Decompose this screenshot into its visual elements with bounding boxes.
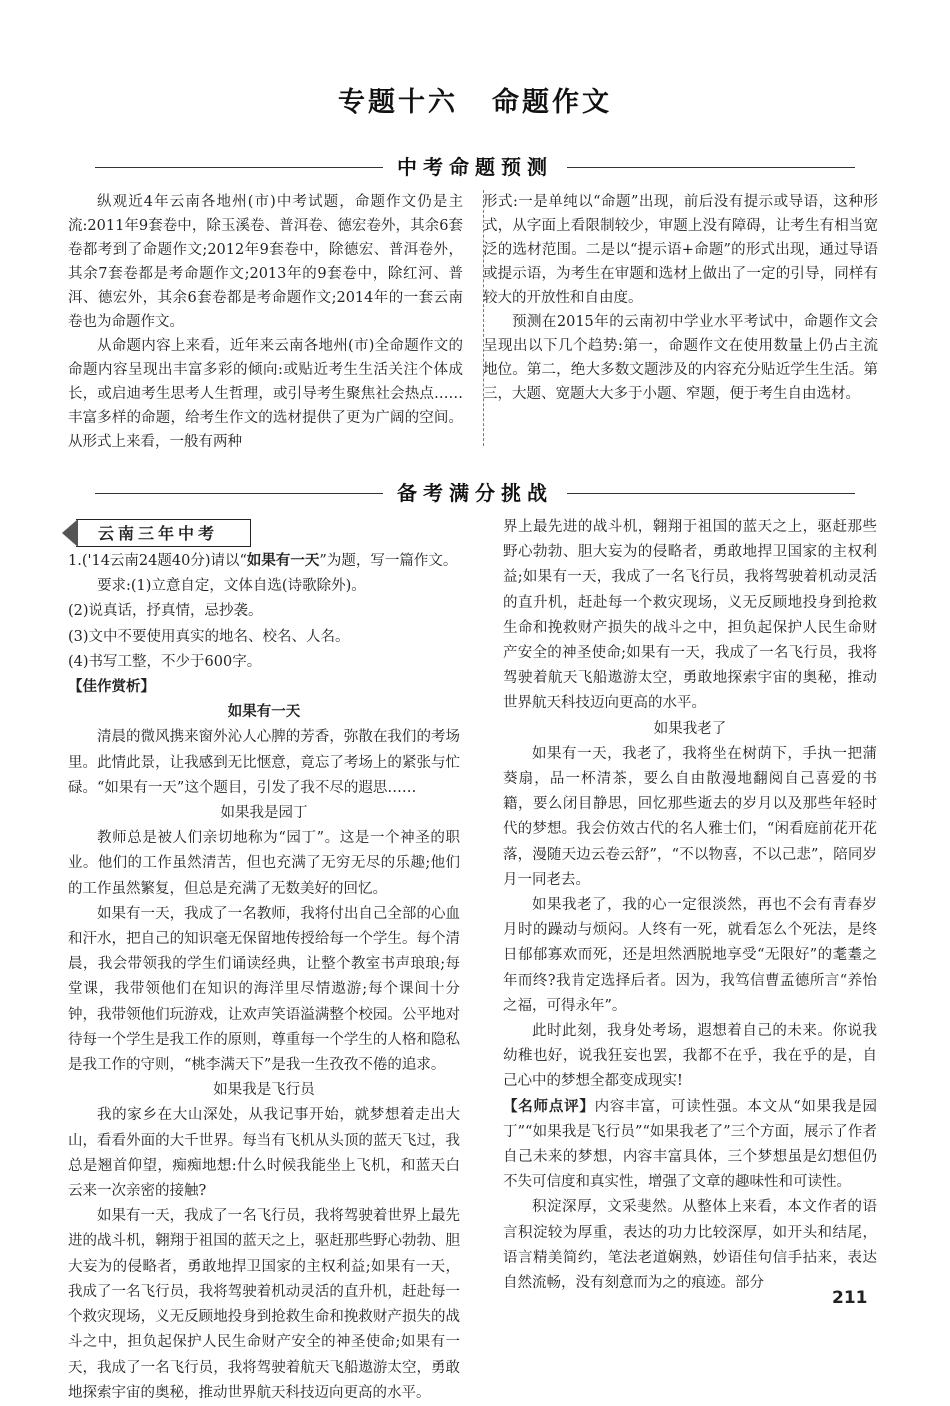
title-part1: 专题十六 (338, 87, 458, 118)
essay-right-column (503, 515, 877, 1296)
paragraph: 如果我老了，我的心一定很淡然，再也不会有青春岁月时的躁动与烦闷。人终有一死，就看怎么个死法，是终日郁郁寡欢而死，还是坦然洒脱地享受“无限好”的耄耋之年而终?我肯定选择后者。因为，我笃信曹孟德所言“养怡之福，可得永年”。 (503, 897, 877, 1014)
paragraph: 如果有一天，我老了，我将坐在树荫下，手执一把蒲葵扇，品一杯清茶，要么自由散漫地翻阅自己喜爱的书籍，要么闭目静思，回忆那些逝去的岁月以及那些年轻时代的梦想。我会仿效古代的名人雅士们，“闲看庭前花开花落，漫随天边云卷云舒”，“不以物喜，不以己悲”，陪同岁月一同老去。 (503, 745, 877, 888)
section-heading-forecast (0, 150, 950, 184)
paragraph: 如果有一天，我成了一名飞行员，我将驾驶着世界上最先进的战斗机，翱翔于祖国的蓝天之上，驱赶那些野心勃勃、胆大妄为的侵略者，勇敢地捍卫国家的主权利益;如果有一天，我成了一名飞行员，我将驾驶着机动灵活的直升机，赶赴每一个救灾现场，义无反顾地投身到抢救生命和挽救财产损失的战斗之中，担负起保护人民生命财产安全的神圣使命;如果有一天，我成了一名飞行员，我将驾驶着航天飞船遨游太空，勇敢地探索宇宙的奥秘，推动世界航天科技迈向更高的水平。 (68, 1208, 460, 1401)
requirement: (4)书写工整，不少于600字。 (68, 653, 262, 670)
requirement: (3)文中不要使用真实的地名、校名、人名。 (68, 628, 350, 645)
essay-title: 如果有一天 (227, 704, 301, 721)
paragraph: 清晨的微风携来窗外沁人心脾的芳香，弥散在我们的考场里。此情此景，让我感到无比惬意，竟忘了考场上的紧张与忙碌。“如果有一天”这个题目，引发了我不尽的遐思…… (68, 729, 460, 796)
section-heading-label: 中考命题预测 (383, 150, 567, 184)
requirement: 要求:(1)立意自定，文体自选(诗歌除外)。 (97, 578, 366, 595)
paragraph: 此时此刻，我身处考场，遐想着自己的未来。你说我幼稚也好，说我狂妄也罢，我都不在乎，我在乎的是，自己心中的梦想全都变成现实! (503, 1023, 877, 1090)
arrow-left-icon (62, 519, 78, 547)
paragraph: 预测在2015年的云南初中学业水平考试中，命题作文会呈现出以下几个趋势:第一，命题作文在使用数量上仍占主流地位。第二，绝大多数文题涉及的内容充分贴近学生生活。第三，大题、宽题大大多于小题、窄题，便于考生自由选材。 (483, 314, 878, 402)
yunnan-three-years-tag (62, 519, 252, 547)
title-part2: 命题作文 (492, 87, 612, 118)
paragraph: 如果有一天，我成了一名教师，我将付出自己全部的心血和汗水，把自己的知识毫无保留地传授给每一个学生。每个清晨，我会带领我的学生们诵读经典，让整个教室书声琅琅;每堂课，我带领他们在知识的海洋里尽情遨游;每个课间十分钟，我带领他们玩游戏，让欢声笑语溢满整个校园。公平地对待每一个学生是我工作的原则，尊重每一个学生的人格和隐私是我工作的守则，“桃李满天下”是我一生孜孜不倦的追求。 (68, 905, 460, 1074)
question-stem-post: ”为题，写一篇作文。 (319, 553, 458, 569)
section-heading-label: 备考满分挑战 (383, 476, 567, 510)
paragraph: 积淀深厚，文采斐然。从整体上来看，本文作者的语言积淀较为厚重，表达的功力比较深厚，如开头和结尾，语言精美简约，笔法老道娴熟，妙语佳句信手拈来，表达自然流畅，没有刻意而为之的痕迹。部分 (503, 1199, 877, 1292)
teacher-comment (503, 1095, 877, 1196)
comment-text: 内容丰富，可读性强。本文从“如果我是园丁”“如果我是飞行员”“如果我老了”三个方面，展示了作者自己未来的梦想，内容丰富具体，三个梦想虽是幻想但仍不失可信度和真实性，增强了文章的趣味性和可读性。 (503, 1098, 878, 1191)
paragraph: 形式:一是单纯以“命题”出现，前后没有提示或导语，这种形式，从字面上看限制较少，审题上没有障碍，让考生有相当宽泛的选材范围。二是以“提示语+命题”的形式出现，通过导语或提示语，为考生在审题和选材上做出了一定的引导，同样有较大的开放性和自由度。 (483, 194, 878, 306)
essay-left-column (68, 549, 460, 1401)
question-topic: 如果有一天 (246, 553, 320, 569)
paragraph: 纵观近4年云南各地州(市)中考试题，命题作文仍是主流:2011年9套卷中，除玉溪卷、普洱卷、德宏卷外，其余6套卷都考到了命题作文;2012年9套卷中，除德宏、普洱卷外，其余7套卷都是考命题作文;2013年的9套卷中，除红河、普洱、德宏外，其余6套卷都是考命题作文;2014年的一套云南卷也为命题作文。 (68, 194, 463, 330)
essay-subtitle: 如果我老了 (653, 720, 727, 737)
forecast-left-column (68, 190, 463, 454)
sample-label: 【佳作赏析】 (68, 679, 155, 696)
page-number: 211 (832, 1288, 868, 1308)
question-stem (68, 549, 460, 574)
requirement: (2)说真话，抒真情，忌抄袭。 (68, 603, 263, 620)
question-stem-pre: 1.('14云南24题40分)请以“ (68, 553, 247, 569)
tag-label: 云南三年中考 (98, 524, 219, 543)
paragraph: 从命题内容上来看，近年来云南各地州(市)全命题作文的命题内容呈现出丰富多彩的倾向:或贴近考生生活关注个体成长，或启迪考生思考人生哲理，或引导考生聚焦社会热点……丰富多样的命题，给考生作文的选材提供了更为广阔的空间。从形式上来看，一般有两种 (68, 338, 463, 450)
page-title (0, 80, 950, 119)
section-heading-challenge (0, 476, 950, 510)
paragraph: 我的家乡在大山深处，从我记事开始，就梦想着走出大山，看看外面的大千世界。每当有飞机从头顶的蓝天飞过，我总是翘首仰望，痴痴地想:什么时候我能坐上飞机，和蓝天白云来一次亲密的接触? (68, 1107, 460, 1200)
forecast-right-column (483, 190, 878, 406)
paragraph-continued: 界上最先进的战斗机，翱翔于祖国的蓝天之上，驱赶那些野心勃勃、胆大妄为的侵略者，勇敢地捍卫国家的主权利益;如果有一天，我成了一名飞行员，我将驾驶着机动灵活的直升机，赶赴每一个救灾现场，义无反顾地投身到抢救生命和挽救财产损失的战斗之中，担负起保护人民生命财产安全的神圣使命;如果有一天，我成了一名飞行员，我将驾驶着航天飞船遨游太空，勇敢地探索宇宙的奥秘，推动世界航天科技迈向更高的水平。 (503, 519, 877, 712)
paragraph: 教师总是被人们亲切地称为“园丁”。这是一个神圣的职业。他们的工作虽然清苦，但也充满了无穷无尽的乐趣;他们的工作虽然繁复，但总是充满了无数美好的回忆。 (68, 830, 460, 897)
essay-subtitle: 如果我是园丁 (220, 805, 308, 822)
essay-subtitle: 如果我是飞行员 (213, 1082, 315, 1099)
comment-label: 【名师点评】 (503, 1098, 595, 1115)
